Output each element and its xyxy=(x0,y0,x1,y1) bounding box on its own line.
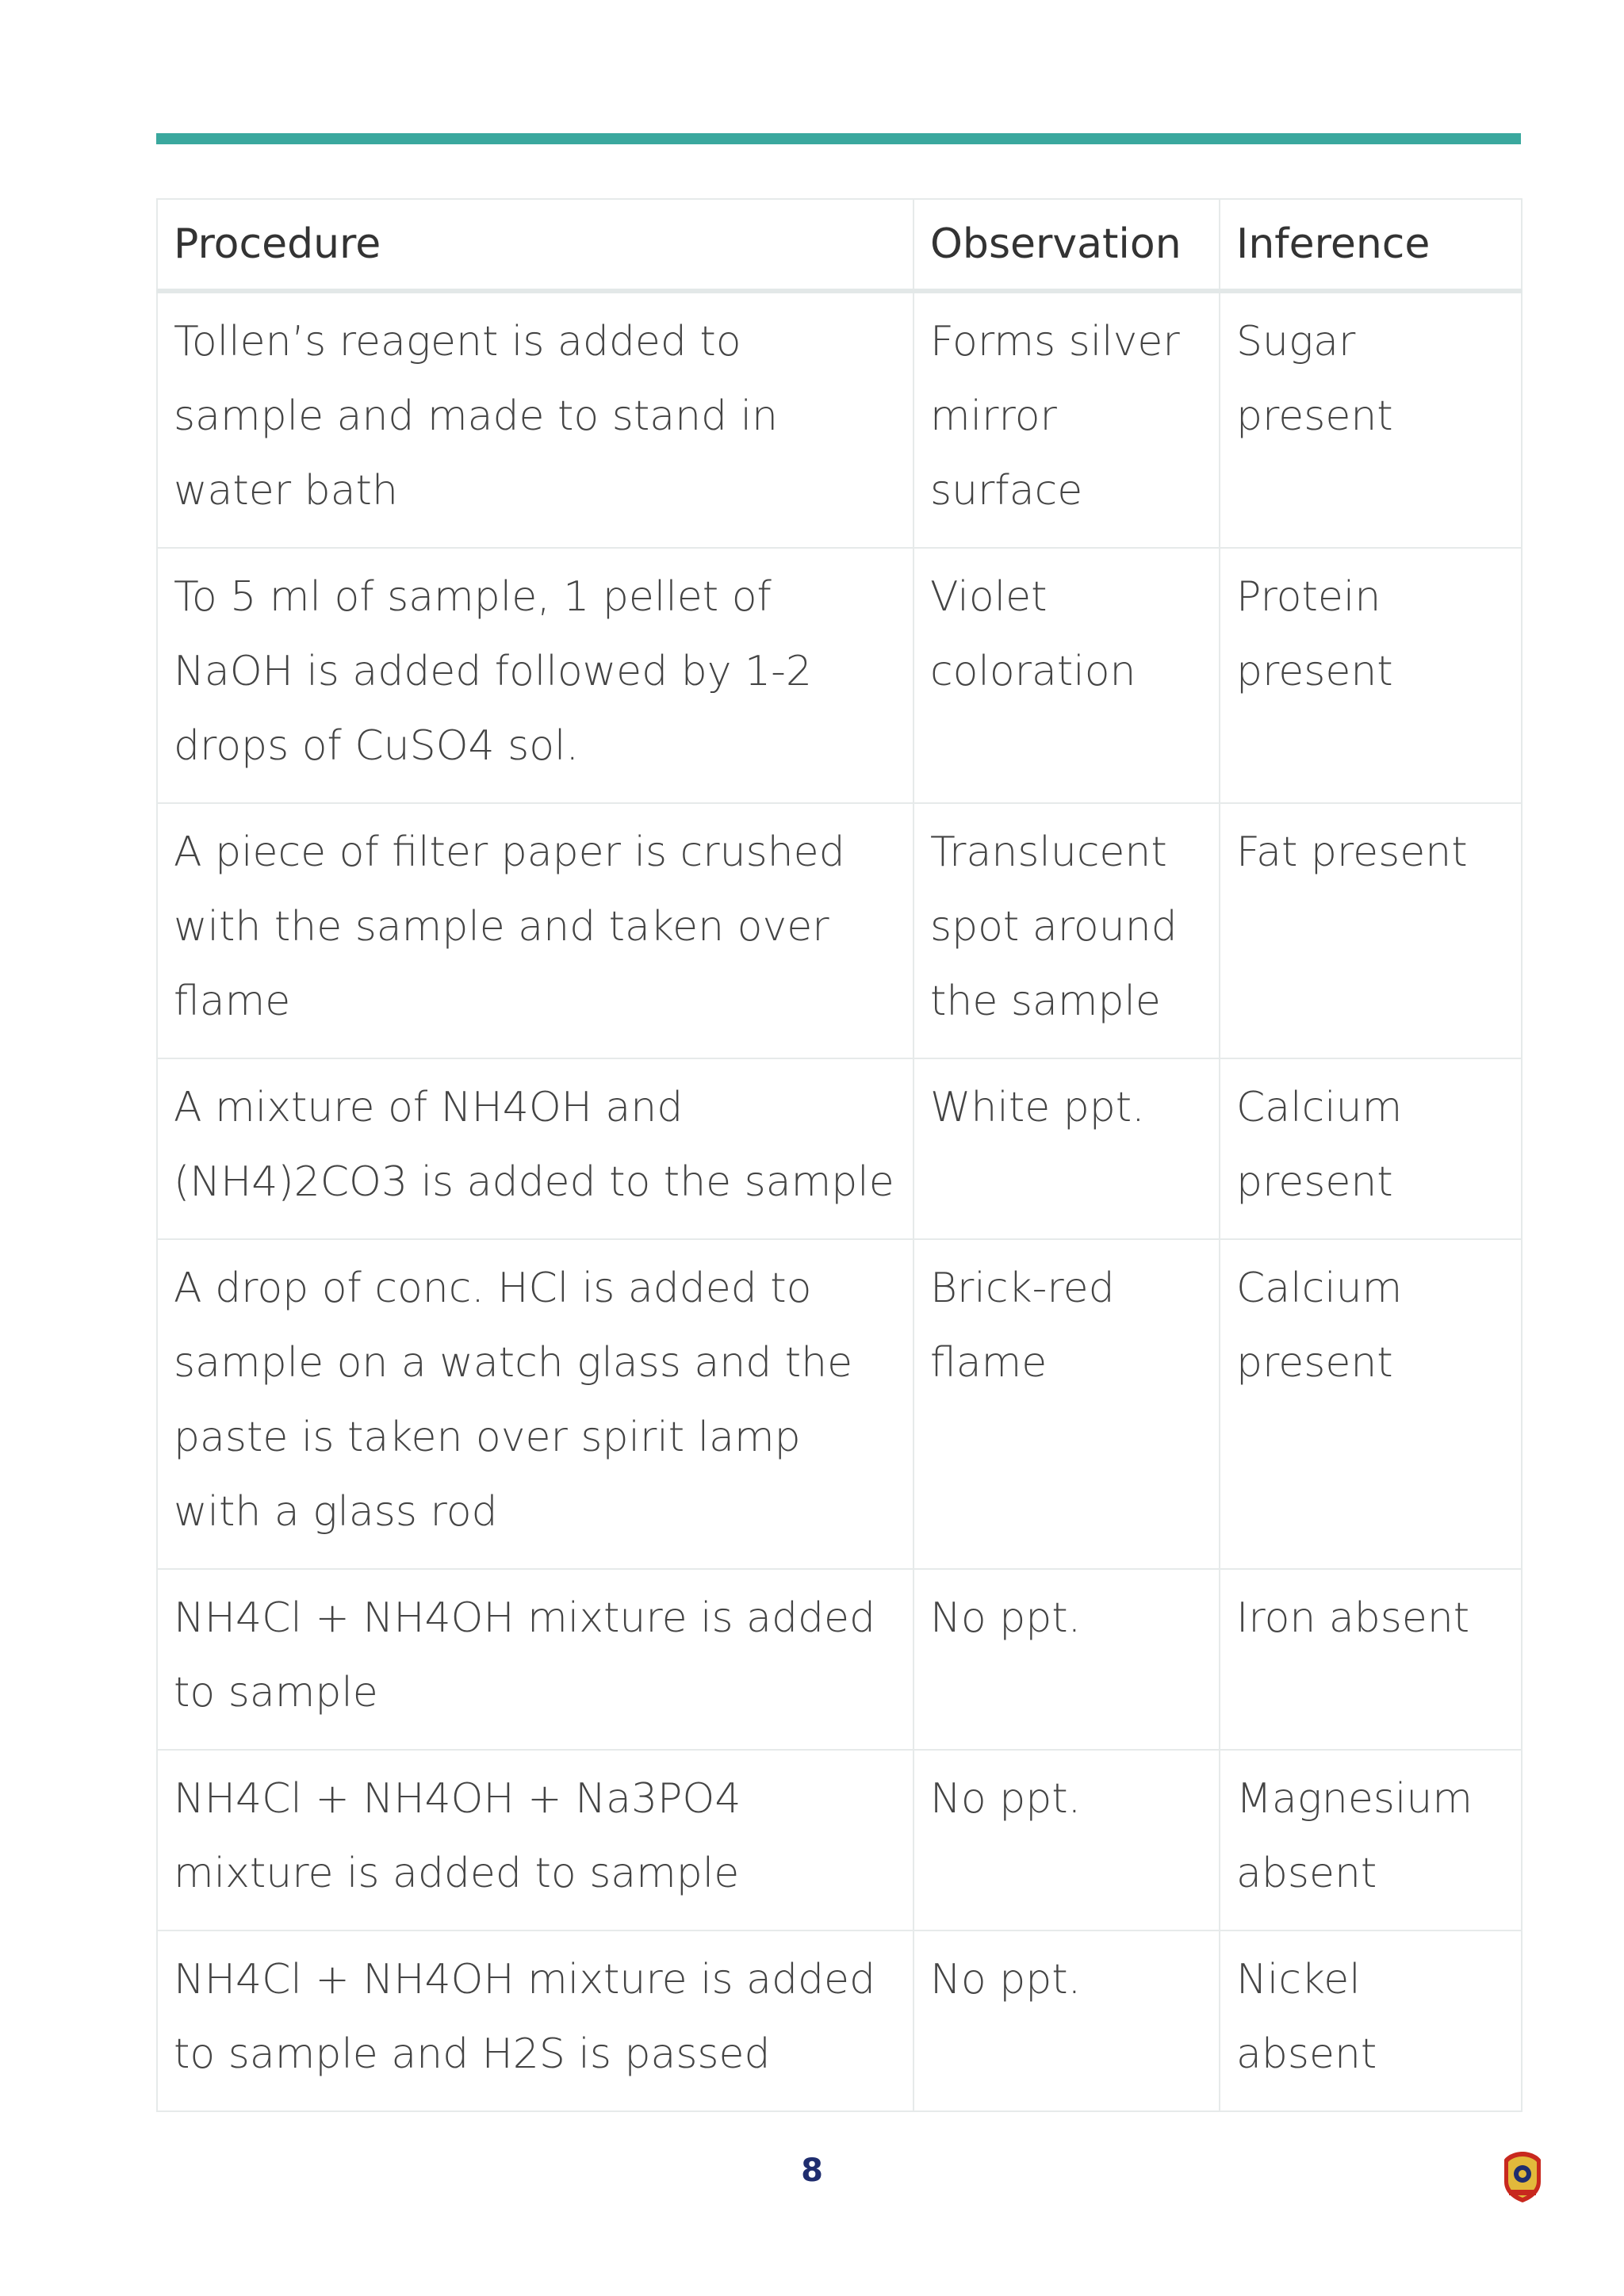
page-number: 8 xyxy=(801,2152,823,2189)
table-row xyxy=(157,803,1522,1058)
observation-cell: Violet coloration xyxy=(914,548,1220,803)
test-results-table-container xyxy=(156,198,1521,2112)
procedure-cell: A drop of conc. HCl is added to sample on a watch glass and the paste is taken over spirit lamp with a glass rod xyxy=(157,1239,914,1569)
table-header-row xyxy=(157,199,1522,291)
header-accent-rule xyxy=(156,133,1521,144)
procedure-cell: A piece of filter paper is crushed with the sample and taken over flame xyxy=(157,803,914,1058)
procedure-cell: To 5 ml of sample, 1 pellet of NaOH is added followed by 1-2 drops of CuSO4 sol. xyxy=(157,548,914,803)
test-results-table xyxy=(156,198,1522,2112)
inference-cell: Calcium present xyxy=(1220,1058,1522,1239)
table-row xyxy=(157,1569,1522,1750)
observation-cell: Translucent spot around the sample xyxy=(914,803,1220,1058)
procedure-cell: Tollen’s reagent is added to sample and made to stand in water bath xyxy=(157,291,914,548)
table-row xyxy=(157,291,1522,548)
procedure-cell: NH4Cl + NH4OH mixture is added to sample and H2S is passed xyxy=(157,1931,914,2111)
column-header-inference: Inference xyxy=(1220,199,1522,291)
table-row xyxy=(157,1931,1522,2111)
observation-cell: Brick-red flame xyxy=(914,1239,1220,1569)
column-header-observation: Observation xyxy=(914,199,1220,291)
table-row xyxy=(157,548,1522,803)
observation-cell: No ppt. xyxy=(914,1569,1220,1750)
observation-cell: No ppt. xyxy=(914,1750,1220,1931)
inference-cell: Calcium present xyxy=(1220,1239,1522,1569)
observation-cell: No ppt. xyxy=(914,1931,1220,2111)
inference-cell: Protein present xyxy=(1220,548,1522,803)
police-emblem-icon xyxy=(1501,2150,1544,2204)
inference-cell: Sugar present xyxy=(1220,291,1522,548)
inference-cell: Nickel absent xyxy=(1220,1931,1522,2111)
table-row xyxy=(157,1058,1522,1239)
table-row xyxy=(157,1239,1522,1569)
column-header-procedure: Procedure xyxy=(157,199,914,291)
procedure-cell: A mixture of NH4OH and (NH4)2CO3 is added to the sample xyxy=(157,1058,914,1239)
inference-cell: Fat present xyxy=(1220,803,1522,1058)
procedure-cell: NH4Cl + NH4OH + Na3PO4 mixture is added to sample xyxy=(157,1750,914,1931)
inference-cell: Iron absent xyxy=(1220,1569,1522,1750)
procedure-cell: NH4Cl + NH4OH mixture is added to sample xyxy=(157,1569,914,1750)
table-row xyxy=(157,1750,1522,1931)
observation-cell: White ppt. xyxy=(914,1058,1220,1239)
inference-cell: Magnesium absent xyxy=(1220,1750,1522,1931)
observation-cell: Forms silver mirror surface xyxy=(914,291,1220,548)
